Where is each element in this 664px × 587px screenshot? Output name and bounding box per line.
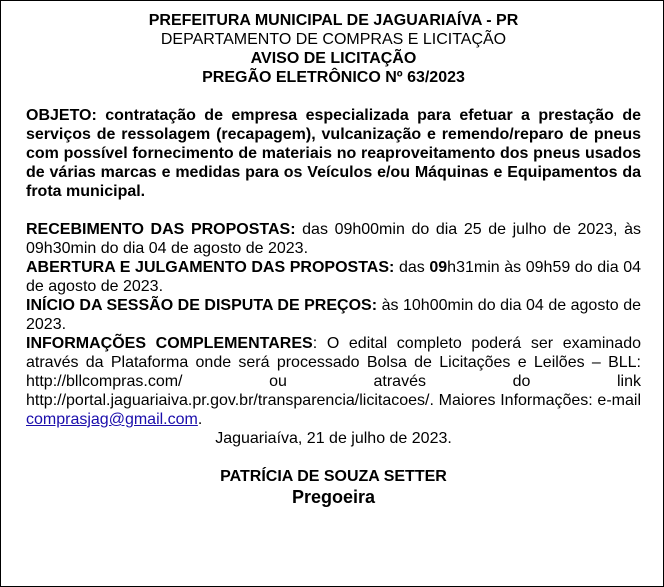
header-municipality: PREFEITURA MUNICIPAL DE JAGUARIAÍVA - PR <box>148 12 519 29</box>
abertura-text-pre: das <box>398 259 425 276</box>
recebimento-label: RECEBIMENTO DAS PROPOSTAS: <box>26 221 296 238</box>
informacoes-paragraph <box>26 334 641 429</box>
informacoes-text: O edital completo poderá ser examinado através da Plataforma onde será processado Bolsa de Licitações e Leilões – BLL: http://bllcompras.com/ ou através do link http://portal.jaguariaiva.pr.gov.br/transparencia/licitacoes/. Maiores Informações: e-mail <box>26 335 642 409</box>
email-link[interactable]: comprasjag@gmail.com <box>26 411 198 428</box>
abertura-paragraph <box>26 258 641 296</box>
informacoes-colon: : <box>312 335 318 352</box>
abertura-text-post: h31min às 09h59 do dia 04 de agosto de 2023. <box>26 259 641 295</box>
informacoes-label: INFORMAÇÕES COMPLEMENTARES <box>26 335 313 352</box>
header-pregao-number: PREGÃO ELETRÔNICO Nº 63/2023 <box>202 69 465 86</box>
inicio-label: INÍCIO DA SESSÃO DE DISPUTA DE PREÇOS: <box>26 297 378 314</box>
inicio-text: às 10h00min do dia 04 de agosto de 2023. <box>26 297 641 333</box>
inicio-paragraph <box>26 296 641 334</box>
objeto-paragraph <box>26 106 641 201</box>
header-notice-title: AVISO DE LICITAÇÃO <box>250 50 417 67</box>
recebimento-paragraph <box>26 220 641 258</box>
signature-role: Pregoeira <box>291 487 376 507</box>
objeto-label: OBJETO: <box>26 107 97 124</box>
objeto-text: contratação de empresa especializada para efetuar a prestação de serviços de ressolagem (recapagem), vulcanização e remendo/reparo de pneus com possível fornecimento de materiais no reaproveitamento dos pneus usados de várias marcas e medidas para os Veículos e/ou Máquinas e Equipamentos da frota municipal. <box>26 107 641 200</box>
abertura-label: ABERTURA E JULGAMENTO DAS PROPOSTAS: <box>26 259 395 276</box>
signature-name: PATRÍCIA DE SOUZA SETTER <box>220 468 447 485</box>
header-department: DEPARTAMENTO DE COMPRAS E LICITAÇÃO <box>160 31 507 48</box>
date-line: Jaguariaíva, 21 de julho de 2023. <box>215 430 452 447</box>
informacoes-end: . <box>197 411 203 428</box>
recebimento-text: das 09h00min do dia 25 de julho de 2023, às 09h30min do dia 04 de agosto de 2023. <box>26 221 641 257</box>
abertura-text-bold: 09 <box>429 259 448 276</box>
